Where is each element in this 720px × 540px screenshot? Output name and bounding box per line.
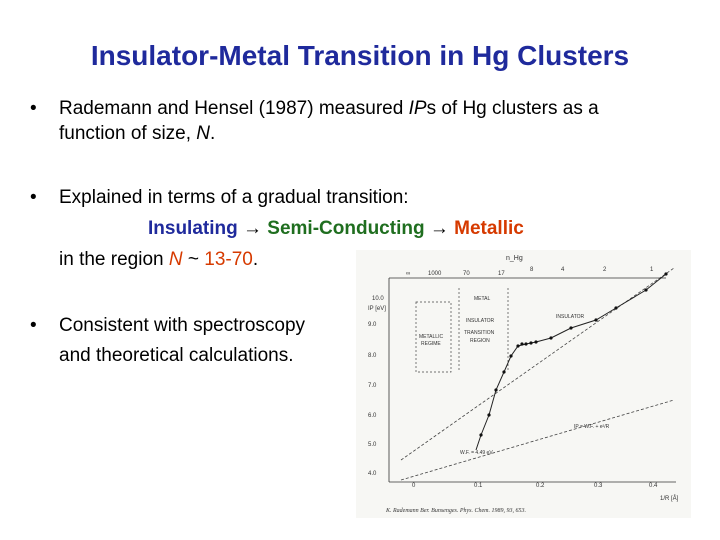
top-tick: 1 (650, 267, 654, 273)
metallic-label: Metallic (454, 218, 524, 239)
bullet-line: Consistent with spectroscopy (59, 315, 306, 336)
y-axis-label: IP [eV] (368, 306, 386, 312)
region-label: REGIME (421, 341, 441, 347)
figure-citation: K. Rademann Ber. Bunsenges. Phys. Chem. 1989, 93, 653. (386, 508, 526, 514)
region-label: TRANSITION (464, 330, 495, 336)
ip-vs-size-figure (356, 250, 691, 518)
top-tick: 8 (530, 267, 534, 273)
x-tick: 0.2 (536, 483, 545, 489)
y-tick: 6.0 (368, 413, 377, 419)
arrow-icon: → (429, 218, 449, 239)
figure-svg (356, 250, 691, 518)
transition-sequence (148, 216, 524, 241)
region-label: INSULATOR (466, 318, 495, 324)
insulator-line (401, 268, 674, 460)
insulating-label: Insulating (148, 218, 238, 239)
top-tick: 70 (463, 271, 470, 277)
plot-frame (389, 278, 676, 482)
top-tick: 4 (561, 267, 565, 273)
region-label: METAL (474, 296, 491, 302)
x-axis-label: 1/R [Å] (660, 496, 679, 502)
x-tick: 0.4 (649, 483, 658, 489)
y-tick: 7.0 (368, 383, 377, 389)
bullet-marker: • (30, 98, 37, 119)
top-tick: 2 (603, 267, 607, 273)
y-tick: 5.0 (368, 442, 377, 448)
formula-label: W.F. = 4.49 eV (460, 450, 493, 456)
bullet-line: and theoretical calculations. (59, 345, 294, 366)
top-tick: 17 (498, 271, 505, 277)
data-points (479, 272, 667, 436)
x-tick: 0.1 (474, 483, 483, 489)
y-tick: 8.0 (368, 353, 377, 359)
region-label: REGION (470, 338, 490, 344)
top-tick: 1000 (428, 271, 442, 277)
slide-title: Insulator-Metal Transition in Hg Clusters (90, 40, 630, 71)
bullet-line: Explained in terms of a gradual transition: (59, 187, 409, 208)
arrow-icon: → (243, 218, 263, 239)
bullet-marker: • (30, 187, 37, 208)
formula-label: IP = W.F. + e²/R (574, 424, 610, 430)
bullet-line: Rademann and Hensel (1987) measured IPs of Hg clusters as a (59, 98, 599, 119)
bullet-line: function of size, N. (59, 123, 216, 144)
line-label: INSULATOR (556, 314, 585, 320)
top-tick: ∞ (406, 271, 411, 277)
top-axis-label: n_Hg (506, 255, 523, 262)
x-tick: 0.3 (594, 483, 603, 489)
y-tick: 4.0 (368, 471, 377, 477)
bullet-marker: • (30, 315, 37, 336)
metal-line (401, 400, 674, 480)
x-tick: 0 (412, 483, 416, 489)
semi-conducting-label: Semi-Conducting (267, 218, 425, 239)
ip-data-curve (476, 274, 666, 450)
bullet-line: in the region N ~ 13-70. (59, 249, 259, 270)
y-tick: 9.0 (368, 322, 377, 328)
region-label: METALLIC (419, 334, 444, 340)
y-tick: 10.0 (372, 296, 384, 302)
